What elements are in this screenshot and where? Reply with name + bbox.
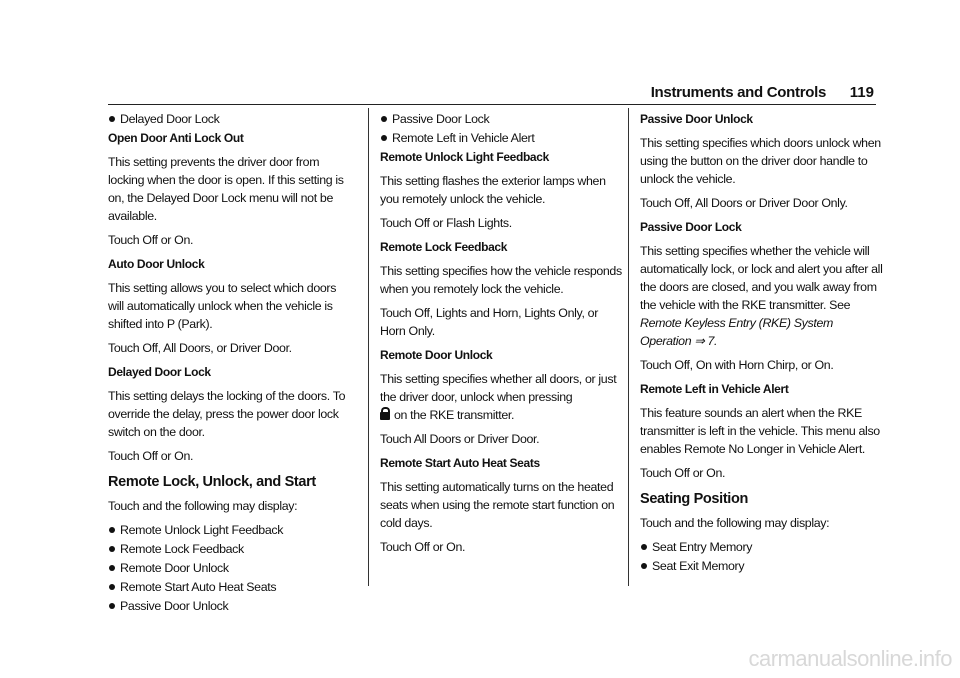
cross-reference-link[interactable]: Remote Keyless Entry (RKE) System Operation [640,316,833,348]
bullet-item: Remote Lock Feedback [108,540,352,558]
paragraph: Touch Off or Flash Lights. [380,216,512,230]
paragraph: Touch Off, On with Horn Chirp, or On. [640,358,834,372]
subheading: Delayed Door Lock [108,365,211,379]
paragraph: Touch Off or On. [380,540,466,554]
bullet-item: Delayed Door Lock [108,110,352,128]
subheading: Remote Unlock Light Feedback [380,150,549,164]
bullet-item: Passive Door Unlock [108,597,352,615]
subheading: Remote Left in Vehicle Alert [640,382,789,396]
paragraph: This setting flashes the exterior lamps when you remotely unlock the vehicle. [380,174,606,206]
paragraph: Touch Off, All Doors or Driver Door Only. [640,196,848,210]
subheading: Passive Door Lock [640,220,742,234]
watermark: carmanualsonline.info [748,646,952,671]
paragraph: This setting automatically turns on the heated seats when using the remote start function on cold days. [380,480,615,530]
subheading: Remote Lock Feedback [380,240,508,254]
bullet-item: Seat Exit Memory [640,557,884,575]
paragraph [380,406,624,424]
bullet-item: Remote Start Auto Heat Seats [108,578,352,596]
subheading: Auto Door Unlock [108,257,205,271]
subheading: Remote Door Unlock [380,348,493,362]
paragraph: Touch and the following may display: [640,516,830,530]
paragraph: Touch Off or On. [108,449,194,463]
paragraph: This feature sounds an alert when the RKE transmitter is left in the vehicle. This menu also enables Remote No Longer in Vehicle Alert. [640,406,880,456]
column-divider [368,108,369,586]
page-number: 119 [849,84,874,101]
column-right [640,110,884,576]
subheading: Passive Door Unlock [640,112,753,126]
paragraph-text: on the RKE transmitter. [394,408,515,422]
paragraph: Touch Off, All Doors, or Driver Door. [108,341,292,355]
cross-reference-page[interactable]: ⇒ 7. [694,334,718,348]
section-heading: Remote Lock, Unlock, and Start [108,474,316,490]
bullet-item: Remote Unlock Light Feedback [108,521,352,539]
paragraph: This setting specifies whether all doors, or just the driver door, unlock when pressing [380,372,617,404]
paragraph [640,242,884,350]
bullet-item: Remote Left in Vehicle Alert [380,129,624,147]
paragraph: Touch Off or On. [640,466,726,480]
page-header [108,84,876,105]
subheading: Remote Start Auto Heat Seats [380,456,540,470]
paragraph: Touch All Doors or Driver Door. [380,432,540,446]
bullet-item: Passive Door Lock [380,110,624,128]
paragraph-text: This setting specifies whether the vehicle will automatically lock, or lock and alert you after all the doors are closed, and you walk away from the vehicle with the RKE transmitter. See [640,244,883,312]
bullet-item: Remote Door Unlock [108,559,352,577]
paragraph: This setting delays the locking of the doors. To override the delay, press the power door lock switch on the door. [108,389,346,439]
paragraph: Touch Off or On. [108,233,194,247]
paragraph: This setting prevents the driver door from locking when the door is open. If this setting is on, the Delayed Door Lock menu will not be available. [108,155,344,223]
section-title: Instruments and Controls [650,84,826,101]
bullet-item: Seat Entry Memory [640,538,884,556]
column-left [108,110,352,616]
paragraph: This setting specifies which doors unlock when using the button on the driver door handle to unlock the vehicle. [640,136,881,186]
column-divider [628,108,629,586]
column-middle [380,110,624,562]
paragraph: Touch Off, Lights and Horn, Lights Only, or Horn Only. [380,306,598,338]
subheading: Open Door Anti Lock Out [108,131,244,145]
paragraph: This setting specifies how the vehicle responds when you remotely lock the vehicle. [380,264,622,296]
section-heading: Seating Position [640,491,748,507]
paragraph: Touch and the following may display: [108,499,298,513]
paragraph: This setting allows you to select which doors will automatically unlock when the vehicle is shifted into P (Park). [108,281,337,331]
unlock-icon [380,412,390,420]
